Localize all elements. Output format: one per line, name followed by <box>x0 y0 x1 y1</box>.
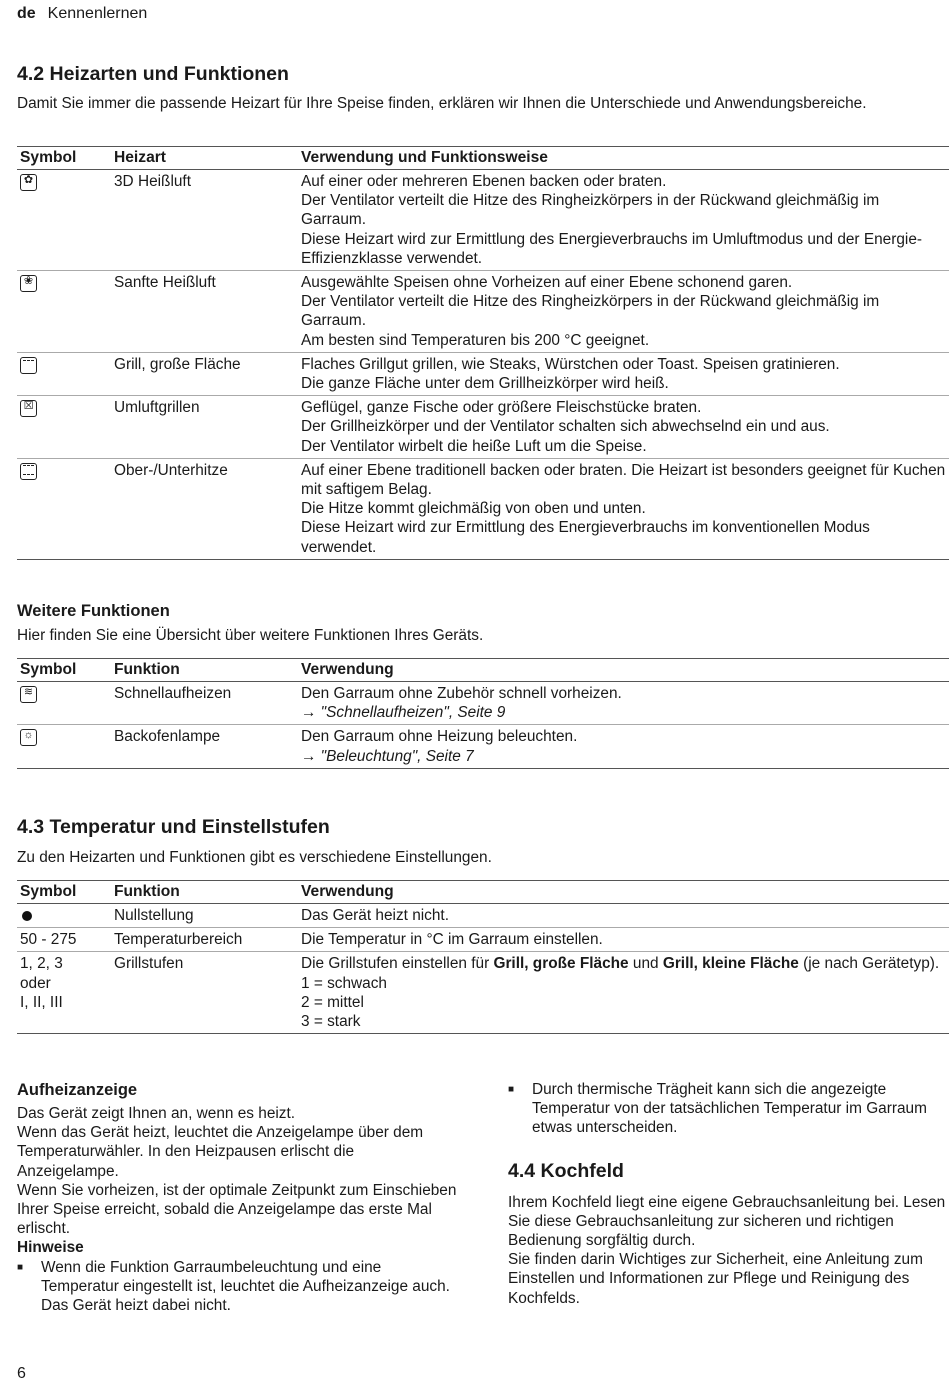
usage-text: und <box>628 955 663 973</box>
usage-cell <box>298 952 949 1034</box>
usage-cell <box>298 682 949 725</box>
function-name: Grillstufen <box>111 952 298 1034</box>
heat-indicator-paragraph: Wenn das Gerät heizt, leuchtet die Anzeigelampe über dem Temperaturwähler. In den Heizpausen erlischt die Anzeigelampe. <box>17 1124 424 1180</box>
symbol-line: oder <box>20 974 51 992</box>
usage-cell <box>298 458 949 559</box>
symbol-cell <box>17 682 111 725</box>
usage-cell <box>298 396 949 459</box>
heating-mode-name: Grill, große Fläche <box>111 352 298 395</box>
usage-line: Der Ventilator wirbelt die heiße Luft um die Speise. <box>301 437 647 455</box>
right-column <box>508 1080 948 1308</box>
language-code: de <box>17 5 36 22</box>
usage-line: Ausgewählte Speisen ohne Vorheizen auf einer Ebene schonend garen. <box>301 274 793 292</box>
table-header-row <box>17 881 949 904</box>
heat-indicator-paragraph: Das Gerät zeigt Ihnen an, wenn es heizt. <box>17 1105 296 1122</box>
cooktop-paragraph: Sie finden darin Wichtiges zur Sicherheit, eine Anleitung zum Einstellen und Informationen zur Pflege und Reinigung des Kochfelds. <box>508 1251 923 1307</box>
grill-level: 3 = stark <box>301 1013 361 1031</box>
symbol-cell <box>17 271 111 353</box>
bullet-square-icon: ■ <box>508 1084 515 1095</box>
table-header-row <box>17 659 949 682</box>
col-header-usage: Verwendung <box>298 659 949 682</box>
grill-large-area-icon <box>20 357 37 374</box>
oven-lamp-icon: ☼ <box>20 729 37 746</box>
table-row <box>17 725 949 768</box>
grill-level: 2 = mittel <box>301 993 364 1011</box>
usage-text: (je nach Gerätetyp). <box>798 955 940 973</box>
symbol-cell <box>17 904 111 928</box>
symbol-line: 1, 2, 3 <box>20 955 63 973</box>
rapid-heat-up-icon: ≋ <box>20 686 37 703</box>
bullet-square-icon: ■ <box>17 1261 24 1273</box>
usage-line: Diese Heizart wird zur Ermittlung des Energieverbrauchs im Umluftmodus und der Energie-Effizienzklasse verwendet. <box>301 230 923 267</box>
usage-cell: Das Gerät heizt nicht. <box>298 904 949 928</box>
col-header-usage: Verwendung und Funktionsweise <box>298 147 949 170</box>
usage-line: Den Garraum ohne Heizung beleuchten. <box>301 728 578 746</box>
usage-cell <box>298 725 949 768</box>
usage-line: Diese Heizart wird zur Ermittlung des Energieverbrauchs im konventionellen Modus verwendet. <box>301 519 870 556</box>
section-4-2-intro: Damit Sie immer die passende Heizart für Ihre Speise finden, erklären wir Ihnen die Unterschiede und Anwendungsbereiche. <box>17 95 867 112</box>
col-header-symbol: Symbol <box>17 659 111 682</box>
cross-reference-link[interactable]: → "Schnellaufheizen", Seite 9 <box>301 704 506 722</box>
col-header-function: Funktion <box>111 881 298 904</box>
section-4-3-title: 4.3 Temperatur und Einstellstufen <box>17 816 330 838</box>
table-row <box>17 170 949 271</box>
usage-line: Der Grillheizkörper und der Ventilator schalten sich abwechselnd ein und aus. <box>301 418 830 436</box>
usage-line: Flaches Grillgut grillen, wie Steaks, Würstchen oder Toast. Speisen gratinieren. <box>301 355 840 373</box>
table-row <box>17 952 949 1034</box>
heating-mode-name: 3D Heißluft <box>111 170 298 271</box>
function-name: Temperaturbereich <box>111 928 298 952</box>
note-item <box>508 1080 948 1138</box>
usage-cell <box>298 352 949 395</box>
note-text: Durch thermische Trägheit kann sich die angezeigte Temperatur von der tatsächlichen Temperatur im Garraum etwas unterscheiden. <box>532 1081 927 1137</box>
symbol-cell <box>17 396 111 459</box>
zero-position-dot-icon <box>22 911 32 921</box>
table-row <box>17 682 949 725</box>
usage-line: Der Ventilator verteilt die Hitze des Ringheizkörpers in der Rückwand gleichmäßig im Garraum. <box>301 293 880 330</box>
symbol-cell <box>17 458 111 559</box>
table-row <box>17 271 949 353</box>
symbol-cell <box>17 952 111 1034</box>
function-name: Backofenlampe <box>111 725 298 768</box>
further-functions-title: Weitere Funktionen <box>17 602 170 620</box>
note-item <box>17 1258 457 1316</box>
usage-line: Geflügel, ganze Fische oder größere Fleischstücke braten. <box>301 399 702 417</box>
further-functions-intro: Hier finden Sie eine Übersicht über weitere Funktionen Ihres Geräts. <box>17 627 484 644</box>
col-header-symbol: Symbol <box>17 881 111 904</box>
usage-line <box>301 954 946 973</box>
table-row <box>17 458 949 559</box>
usage-line: Die ganze Fläche unter dem Grillheizkörper wird heiß. <box>301 375 669 393</box>
table-row <box>17 396 949 459</box>
usage-line: Den Garraum ohne Zubehör schnell vorheizen. <box>301 685 622 702</box>
section-4-2-title: 4.2 Heizarten und Funktionen <box>17 63 289 85</box>
usage-bold-text: Grill, große Fläche <box>493 955 629 973</box>
usage-line: Am besten sind Temperaturen bis 200 °C geeignet. <box>301 331 650 349</box>
heating-mode-name: Umluftgrillen <box>111 396 298 459</box>
usage-line: Der Ventilator verteilt die Hitze des Ringheizkörpers in der Rückwand gleichmäßig im Garraum. <box>301 192 880 229</box>
left-column <box>17 1080 457 1315</box>
usage-line: Auf einer oder mehreren Ebenen backen oder braten. <box>301 173 667 190</box>
section-4-4-title: 4.4 Kochfeld <box>508 1159 624 1182</box>
cooktop-paragraph: Ihrem Kochfeld liegt eine eigene Gebrauchsanleitung bei. Lesen Sie diese Gebrauchsanleitung zur sicheren und richtigen Bedienung sorgfältig durch. <box>508 1193 946 1250</box>
usage-cell: Die Temperatur in °C im Garraum einstellen. <box>298 928 949 952</box>
symbol-cell: 50 - 275 <box>17 928 111 952</box>
gentle-hot-air-icon: ❀ <box>20 275 37 292</box>
heating-mode-name: Ober-/Unterhitze <box>111 458 298 559</box>
function-name: Nullstellung <box>111 904 298 928</box>
usage-cell <box>298 271 949 353</box>
settings-table <box>17 880 949 1034</box>
usage-line: Auf einer Ebene traditionell backen oder braten. Die Heizart ist besonders geeignet für Kuchen mit saftigem Belag. <box>301 461 946 499</box>
col-header-function: Funktion <box>111 659 298 682</box>
col-header-symbol: Symbol <box>17 147 111 170</box>
col-header-usage: Verwendung <box>298 881 949 904</box>
chapter-name: Kennenlernen <box>47 5 148 22</box>
notes-title: Hinweise <box>17 1239 84 1257</box>
col-header-heating-mode: Heizart <box>111 147 298 170</box>
grill-level: 1 = schwach <box>301 974 387 992</box>
page-number: 6 <box>17 1365 26 1382</box>
symbol-cell <box>17 352 111 395</box>
table-row <box>17 904 949 928</box>
symbol-cell <box>17 725 111 768</box>
table-row <box>17 352 949 395</box>
heat-indicator-title: Aufheizanzeige <box>17 1081 138 1099</box>
cross-reference-link[interactable]: → "Beleuchtung", Seite 7 <box>301 747 474 765</box>
symbol-cell <box>17 170 111 271</box>
heat-indicator-paragraph: Wenn Sie vorheizen, ist der optimale Zeitpunkt zum Einschieben Ihrer Speise erreicht, sobald die Anzeigelampe das erste Mal erlischt. <box>17 1181 457 1238</box>
section-4-3-intro: Zu den Heizarten und Funktionen gibt es verschiedene Einstellungen. <box>17 849 492 866</box>
note-text: Wenn die Funktion Garraumbeleuchtung und eine Temperatur eingestellt ist, leuchtet die Aufheizanzeige auch. Das Gerät heizt dabei nicht. <box>41 1258 450 1315</box>
circulated-air-grill-icon: ☒ <box>20 400 37 417</box>
usage-line: Die Hitze kommt gleichmäßig von oben und unten. <box>301 500 646 518</box>
further-functions-table <box>17 658 949 769</box>
3d-hot-air-icon: ✿ <box>20 174 37 191</box>
running-header <box>17 4 147 24</box>
table-row <box>17 928 949 952</box>
function-name: Schnellaufheizen <box>111 682 298 725</box>
symbol-line: I, II, III <box>20 993 63 1011</box>
heating-modes-table <box>17 146 949 560</box>
top-bottom-heat-icon <box>20 463 37 480</box>
usage-text: Die Grillstufen einstellen für <box>301 955 494 973</box>
table-header-row <box>17 147 949 170</box>
usage-cell <box>298 170 949 271</box>
usage-bold-text: Grill, kleine Fläche <box>662 955 799 973</box>
heating-mode-name: Sanfte Heißluft <box>111 271 298 353</box>
